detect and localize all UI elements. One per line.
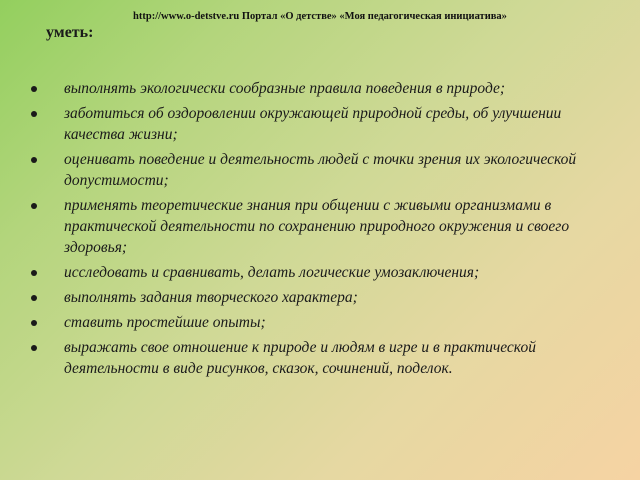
list-item-text: применять теоретические знания при общении с живыми организмами в практической деятельности по сохранению природного окружения и своего здоровья; — [64, 197, 570, 256]
bullet-icon — [31, 270, 37, 276]
section-heading: уметь: — [46, 24, 94, 41]
list-item — [30, 149, 610, 191]
list-item-text: исследовать и сравнивать, делать логические умозаключения; — [64, 264, 480, 281]
list-item-text: выполнять экологически сообразные правила поведения в природе; — [64, 80, 506, 97]
list-item — [30, 195, 610, 258]
bullet-icon — [31, 203, 37, 209]
list-item — [30, 287, 610, 308]
list-item — [30, 103, 610, 145]
bullet-icon — [31, 111, 37, 117]
list-item-text: выполнять задания творческого характера; — [64, 289, 358, 306]
bullet-icon — [31, 320, 37, 326]
source-header: http://www.o-detstve.ru Портал «О детстве» «Моя педагогическая инициатива» — [133, 11, 507, 22]
bullet-icon — [31, 345, 37, 351]
list-item — [30, 78, 610, 99]
list-item-text: оценивать поведение и деятельность людей с точки зрения их экологической допустимости; — [64, 151, 577, 189]
list-item — [30, 312, 610, 333]
list-item — [30, 262, 610, 283]
list-item-text: ставить простейшие опыты; — [64, 314, 266, 331]
list-item-text: заботиться об оздоровлении окружающей природной среды, об улучшении качества жизни; — [64, 105, 562, 143]
bullet-icon — [31, 86, 37, 92]
list-item — [30, 337, 610, 379]
list-item-text: выражать свое отношение к природе и людям в игре и в практической деятельности в виде рисунков, сказок, сочинений, поделок. — [64, 339, 536, 377]
bullet-icon — [31, 157, 37, 163]
skill-list — [30, 78, 610, 383]
bullet-icon — [31, 295, 37, 301]
